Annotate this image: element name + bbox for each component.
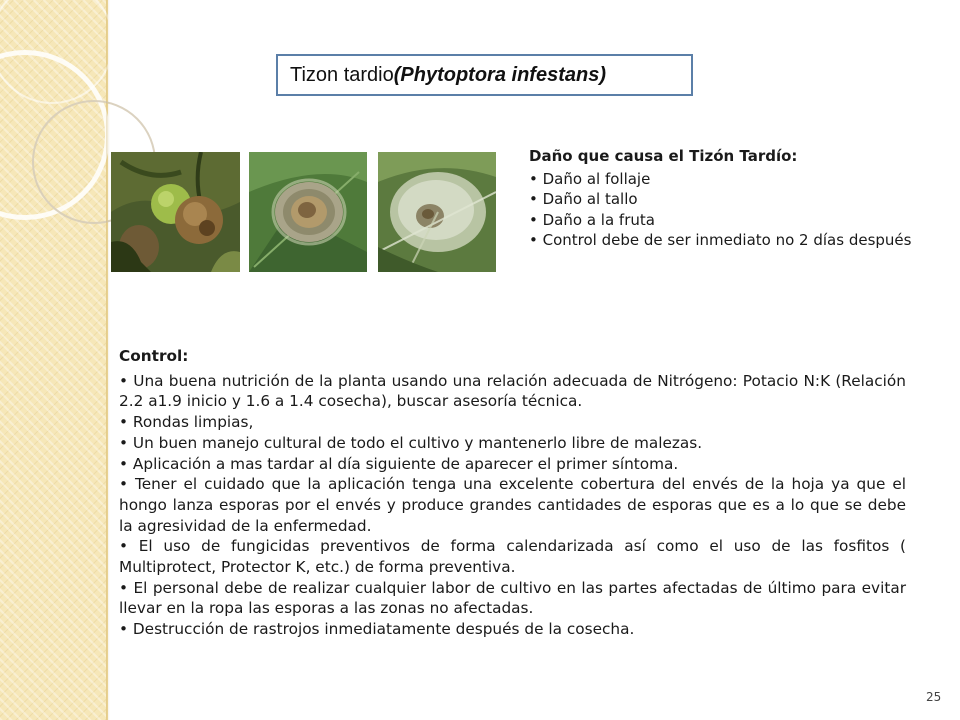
title-text: Tizon tardio (290, 63, 394, 86)
control-item: • Aplicación a mas tardar al día siguiente de aparecer el primer síntoma. (119, 454, 906, 475)
control-heading: Control: (119, 347, 189, 365)
control-item: • El uso de fungicidas preventivos de forma calendarizada así como el uso de las fosfitos ( Multiprotect, Protector K, etc.) de forma preventiva. (119, 536, 906, 577)
control-item: • Tener el cuidado que la aplicación tenga una excelente cobertura del envés de la hoja ya que el hongo lanza esporas por el envés y produce grandes cantidades de esporas que es a lo que se debe la agresividad de la enfermedad. (119, 474, 906, 536)
title-scientific-name: (Phytoptora infestans) (393, 63, 606, 86)
slide-title (276, 54, 693, 96)
side-band-shadow (106, 0, 110, 720)
photo-leaf-sporulation (378, 152, 496, 272)
damage-item: • Control debe de ser inmediato no 2 días después (529, 230, 919, 251)
damage-item: • Daño a la fruta (529, 210, 919, 231)
damage-section (529, 146, 919, 251)
decorative-ring (0, 0, 114, 104)
photo-infected-fruit (111, 152, 240, 272)
control-item: • Un buen manejo cultural de todo el cultivo y mantenerlo libre de malezas. (119, 433, 906, 454)
control-item: • El personal debe de realizar cualquier labor de cultivo en las partes afectadas de último para evitar llevar en la ropa las esporas a las zonas no afectadas. (119, 578, 906, 619)
control-section (119, 346, 906, 640)
photo-leaf-lesion (249, 152, 367, 272)
control-item: • Una buena nutrición de la planta usando una relación adecuada de Nitrógeno: Potacio N:K (Relación 2.2 a1.9 inicio y 1.6 a 1.4 cosecha), buscar asesoría técnica. (119, 371, 906, 412)
decorative-side-band (0, 0, 108, 720)
damage-item: • Daño al tallo (529, 189, 919, 210)
damage-item: • Daño al follaje (529, 169, 919, 190)
decorative-ring (0, 50, 110, 220)
damage-heading: Daño que causa el Tizón Tardío: (529, 147, 798, 165)
page-number: 25 (926, 690, 942, 704)
control-item: • Destrucción de rastrojos inmediatamente después de la cosecha. (119, 619, 906, 640)
control-item: • Rondas limpias, (119, 412, 906, 433)
